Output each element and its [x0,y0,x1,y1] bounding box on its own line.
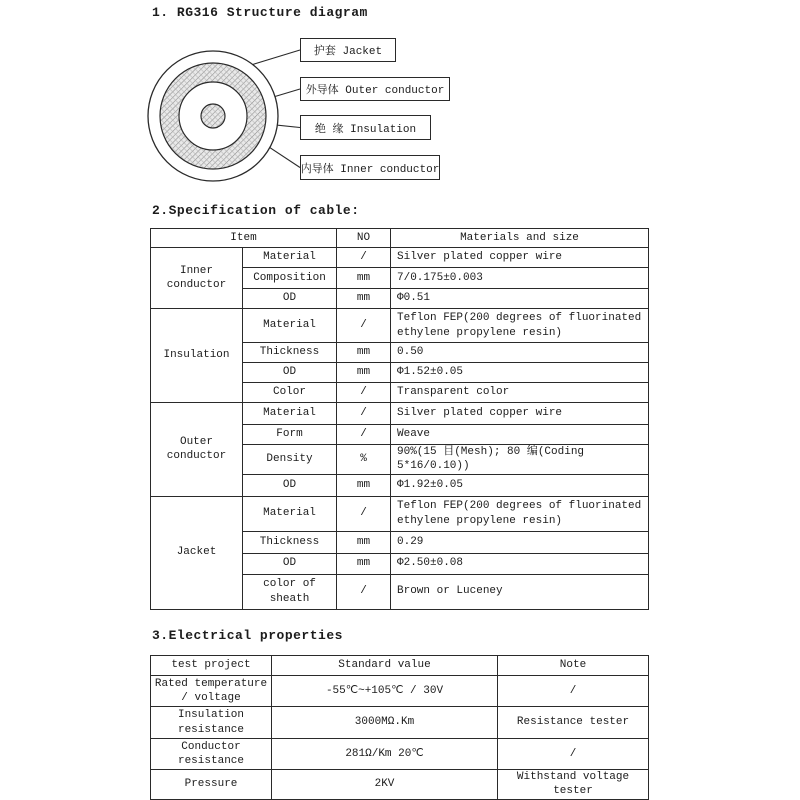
table-row [151,676,649,707]
spec-value-cell: Φ0.51 [391,289,649,309]
spec-value-cell: Silver plated copper wire [391,248,649,268]
diagram-label-outer-conductor: 外导体 Outer conductor [300,77,450,101]
elec-note-cell: / [498,739,649,770]
spec-value-cell: 7/0.175±0.003 [391,268,649,289]
spec-no-cell: / [337,425,391,445]
elec-value-cell: 2KV [272,770,498,800]
electrical-header-row [151,656,649,676]
table-row [151,403,649,425]
spec-value-cell: Silver plated copper wire [391,403,649,425]
spec-group-cell: Inner conductor [151,248,243,309]
inner-conductor-core [201,104,225,128]
spec-value-cell: Brown or Luceney [391,574,649,609]
spec-table [150,228,649,610]
spec-no-cell: mm [337,553,391,574]
leader-line-jacket [251,50,300,65]
elec-note-cell: Withstand voltage tester [498,770,649,800]
spec-no-cell: mm [337,268,391,289]
spec-no-cell: mm [337,474,391,496]
table-row [151,248,649,268]
spec-no-cell: mm [337,343,391,363]
elec-note-cell: Resistance tester [498,707,649,739]
spec-value-cell: Transparent color [391,383,649,403]
spec-no-cell: / [337,574,391,609]
spec-value-cell: Φ1.92±0.05 [391,474,649,496]
spec-header-no: NO [337,229,391,248]
elec-note-cell: / [498,676,649,707]
elec-header-value: Standard value [272,656,498,676]
diagram-label-inner-conductor: 内导体 Inner conductor [300,155,440,180]
spec-value-cell: Teflon FEP(200 degrees of fluorinated ethylene propylene resin) [391,496,649,531]
spec-item-cell: Material [243,309,337,343]
elec-value-cell: -55℃~+105℃ / 30V [272,676,498,707]
spec-header-row [151,229,649,248]
spec-item-cell: OD [243,289,337,309]
elec-project-cell: Insulation resistance [151,707,272,739]
spec-value-cell: 0.29 [391,531,649,553]
spec-value-cell: 0.50 [391,343,649,363]
electrical-table [150,655,649,800]
table-row [151,739,649,770]
elec-value-cell: 281Ω/Km 20℃ [272,739,498,770]
spec-item-cell: Material [243,496,337,531]
spec-value-cell: Φ1.52±0.05 [391,363,649,383]
spec-no-cell: / [337,309,391,343]
section2-title: 2.Specification of cable: [152,203,360,218]
spec-item-cell: Composition [243,268,337,289]
table-row [151,309,649,343]
spec-no-cell: mm [337,289,391,309]
spec-group-cell: Outer conductor [151,403,243,497]
elec-project-cell: Rated temperature / voltage [151,676,272,707]
spec-no-cell: / [337,403,391,425]
elec-project-cell: Conductor resistance [151,739,272,770]
spec-value-cell: Weave [391,425,649,445]
cable-cross-section-diagram [140,28,600,193]
spec-no-cell: / [337,496,391,531]
spec-no-cell: mm [337,363,391,383]
section1-title: 1. RG316 Structure diagram [152,5,368,20]
spec-item-cell: OD [243,474,337,496]
spec-item-cell: Thickness [243,343,337,363]
table-row [151,496,649,531]
spec-item-cell: color of sheath [243,574,337,609]
spec-header-item: Item [151,229,337,248]
elec-header-note: Note [498,656,649,676]
spec-item-cell: Thickness [243,531,337,553]
elec-value-cell: 3000MΩ.Km [272,707,498,739]
diagram-label-jacket: 护套 Jacket [300,38,396,62]
spec-no-cell: % [337,445,391,475]
elec-header-project: test project [151,656,272,676]
spec-value-cell: Φ2.50±0.08 [391,553,649,574]
spec-group-cell: Insulation [151,309,243,403]
spec-no-cell: mm [337,531,391,553]
spec-group-cell: Jacket [151,496,243,609]
table-row [151,707,649,739]
spec-item-cell: OD [243,363,337,383]
spec-item-cell: Material [243,403,337,425]
spec-value-cell: Teflon FEP(200 degrees of fluorinated ethylene propylene resin) [391,309,649,343]
spec-item-cell: Form [243,425,337,445]
spec-item-cell: Material [243,248,337,268]
spec-item-cell: Density [243,445,337,475]
section3-title: 3.Electrical properties [152,628,343,643]
spec-item-cell: OD [243,553,337,574]
elec-project-cell: Pressure [151,770,272,800]
spec-item-cell: Color [243,383,337,403]
diagram-label-insulation: 绝 缘 Insulation [300,115,431,140]
spec-no-cell: / [337,248,391,268]
spec-header-materials: Materials and size [391,229,649,248]
spec-value-cell: 90%(15 目(Mesh); 80 编(Coding 5*16/0.10)) [391,445,649,475]
spec-no-cell: / [337,383,391,403]
table-row [151,770,649,800]
